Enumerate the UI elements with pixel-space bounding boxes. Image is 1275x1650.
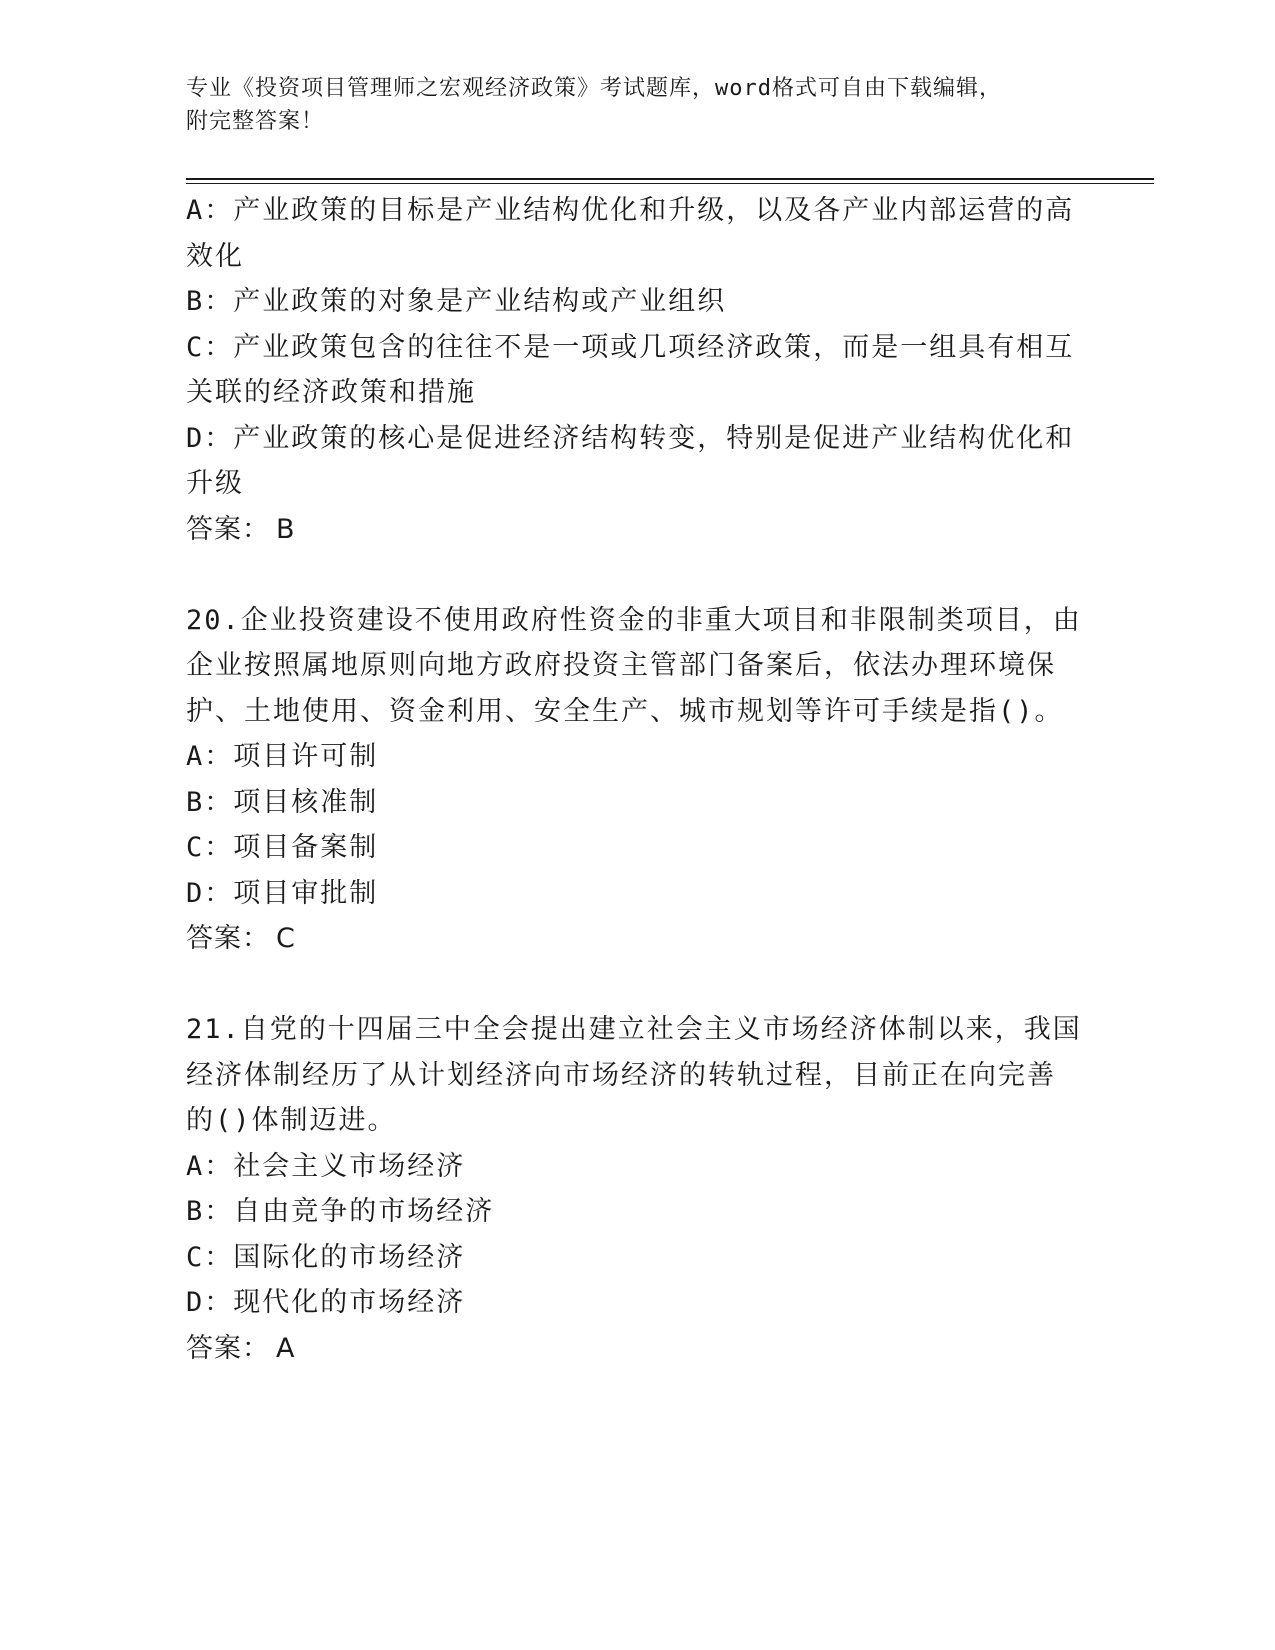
answer-value: A bbox=[276, 1332, 296, 1364]
question-stem-line-3: 的()体制迈进。 bbox=[186, 1105, 397, 1136]
option-a-line-2: 效化 bbox=[186, 240, 244, 272]
spacer bbox=[186, 552, 1086, 598]
option-d-line-1: D：产业政策的核心是促进经济结构转变，特别是促进产业结构优化和 bbox=[186, 422, 1075, 454]
header-divider-thin bbox=[186, 183, 1154, 184]
spacer bbox=[186, 962, 1086, 1008]
option-b: B：自由竞争的市场经济 bbox=[186, 1196, 495, 1227]
option-d: D：现代化的市场经济 bbox=[186, 1287, 466, 1318]
question-stem-line-1: 21.自党的十四届三中全会提出建立社会主义市场经济体制以来，我国 bbox=[186, 1014, 1082, 1045]
option-b: B：项目核准制 bbox=[186, 786, 379, 818]
header-divider-thick bbox=[186, 178, 1154, 180]
option-c: C：项目备案制 bbox=[186, 832, 379, 863]
answer-value: C bbox=[276, 923, 296, 954]
answer-line bbox=[186, 507, 1086, 553]
question-20 bbox=[186, 598, 1086, 962]
answer-value: B bbox=[276, 513, 296, 545]
document-header bbox=[186, 72, 1086, 138]
question-19 bbox=[186, 188, 1086, 552]
answer-label: 答案： bbox=[186, 923, 270, 954]
option-d-line-2: 升级 bbox=[186, 468, 244, 499]
option-c-line-2: 关联的经济政策和措施 bbox=[186, 377, 476, 408]
question-content bbox=[186, 188, 1086, 1371]
question-stem-line-1: 20.企业投资建设不使用政府性资金的非重大项目和非限制类项目，由 bbox=[186, 604, 1082, 636]
question-21 bbox=[186, 1007, 1086, 1371]
header-line-1: 专业《投资项目管理师之宏观经济政策》考试题库，word格式可自由下载编辑， bbox=[186, 76, 1002, 101]
question-stem-line-3: 护、土地使用、资金利用、安全生产、城市规划等许可手续是指()。 bbox=[186, 695, 1064, 727]
question-stem-line-2: 经济体制经历了从计划经济向市场经济的转轨过程，目前正在向完善 bbox=[186, 1059, 1056, 1091]
answer-label: 答案： bbox=[186, 513, 270, 545]
option-d: D：项目审批制 bbox=[186, 877, 379, 909]
option-c-line-1: C：产业政策包含的往往不是一项或几项经济政策，而是一组具有相互 bbox=[186, 331, 1075, 363]
option-b: B：产业政策的对象是产业结构或产业组织 bbox=[186, 286, 727, 317]
option-c: C：国际化的市场经济 bbox=[186, 1241, 466, 1273]
option-a-line-1: A：产业政策的目标是产业结构优化和升级，以及各产业内部运营的高 bbox=[186, 195, 1075, 226]
option-a: A：社会主义市场经济 bbox=[186, 1150, 466, 1182]
header-line-2: 附完整答案！ bbox=[186, 109, 325, 134]
answer-line bbox=[186, 916, 1086, 962]
question-stem-line-2: 企业按照属地原则向地方政府投资主管部门备案后，依法办理环境保 bbox=[186, 650, 1056, 681]
answer-line bbox=[186, 1326, 1086, 1372]
option-a: A：项目许可制 bbox=[186, 741, 379, 772]
answer-label: 答案： bbox=[186, 1332, 270, 1364]
